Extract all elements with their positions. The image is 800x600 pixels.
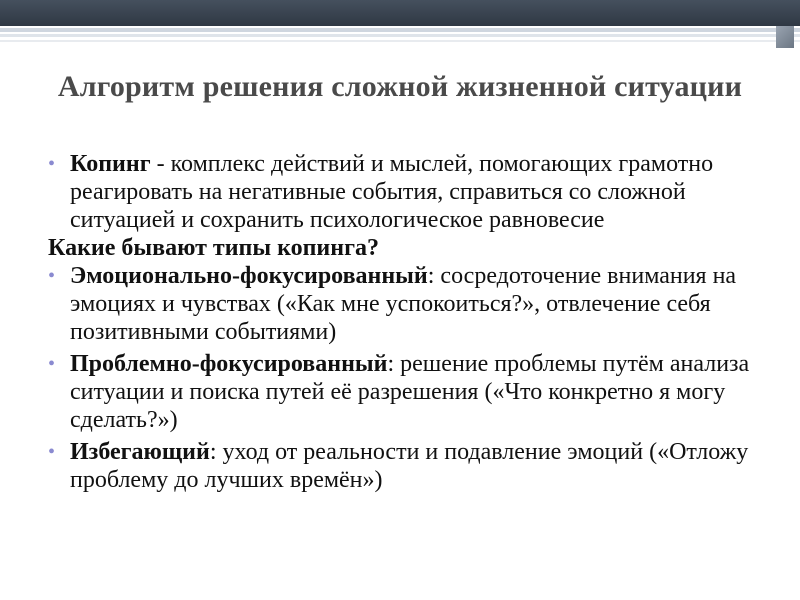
coping-type-description: решение проблемы путём анализа ситуации и поиска путей её разрешения («Что конкретно я могу сделать?») [70, 351, 750, 433]
bullet-icon: • [48, 353, 56, 375]
slide-title: Алгоритм решения сложной жизненной ситуации [57, 70, 743, 103]
accent-stripe [0, 34, 800, 37]
bullet-icon: • [48, 265, 56, 287]
coping-type-item [48, 350, 768, 434]
coping-type-name: Проблемно-фокусированный [70, 351, 388, 377]
coping-type-name: Избегающий [70, 439, 210, 465]
accent-stripe [0, 28, 800, 32]
bullet-icon: • [48, 153, 56, 175]
definition-item [48, 150, 768, 234]
separator: : [209, 439, 223, 465]
coping-type-item [48, 438, 768, 494]
bullet-icon: • [48, 441, 56, 463]
question-heading: Какие бывают типы копинга? [48, 235, 379, 261]
corner-decoration [776, 26, 794, 48]
header-accent [0, 26, 800, 50]
coping-type-description: уход от реальности и подавление эмоций («Отложу проблему до лучших времён») [70, 439, 749, 493]
separator: : [427, 263, 441, 289]
separator: - [150, 151, 171, 177]
separator: : [387, 351, 401, 377]
coping-type-description: сосредоточение внимания на эмоциях и чувствах («Как мне успокоиться?», отвлечение себя позитивными событиями) [70, 263, 737, 345]
coping-type-name: Эмоционально-фокусированный [70, 263, 428, 289]
definition-text: комплекс действий и мыслей, помогающих грамотно реагировать на негативные события, справиться со сложной ситуацией и сохранить психологическое равновесие [70, 151, 714, 233]
accent-stripe [0, 40, 800, 42]
coping-type-item [48, 262, 768, 346]
term: Копинг [70, 151, 151, 177]
slide-body [48, 150, 768, 494]
header-bar [0, 0, 800, 26]
